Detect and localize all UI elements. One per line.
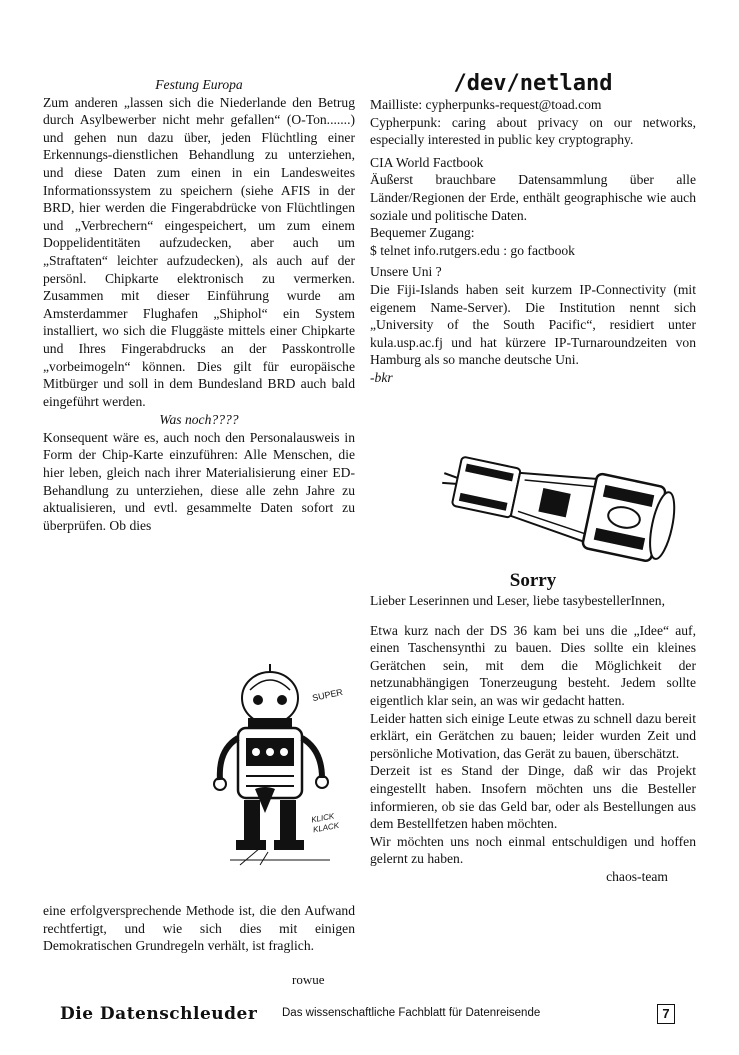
signature-bkr: -bkr (370, 369, 393, 385)
sorry-paragraph: Derzeit ist es Stand der Dinge, daß wir das Projekt eingestellt haben. Insofern möchten uns die Besteller informieren, ob sie das Geld bar, oder als Bestellungen aus dem Bestellfetzen haben möchten. (370, 763, 696, 832)
cia-text: Äußerst brauchbare Datensammlung über alle Länder/Regionen der Erde, enthält geographische wie auch soziale und politische Daten. (370, 172, 696, 223)
mail-list: Mailliste: cypherpunks-request@toad.com (370, 97, 602, 112)
tagline: Das wissenschaftliche Fachblatt für Datenreisende (282, 1007, 541, 1019)
left-column (43, 76, 355, 534)
uni-text: Die Fiji-Islands haben seit kurzem IP-Connectivity (mit eigenem Name-Server). Die Institution nennt sich „University of the South Pacific“, residiert unter kula.usp.ac.fj und hat kürzere IP-Turnaroundzeiten von Hamburg als so manche deutsche Uni. (370, 281, 696, 368)
left-column-bottom (43, 902, 355, 955)
sorry-title: Sorry (509, 570, 557, 591)
triangle-blob-icon (253, 785, 277, 815)
page-footer (0, 1004, 739, 1028)
sorry-paragraph: Etwa kurz nach der DS 36 kam bei uns die „Idee“ auf, einen Taschensynthi zu bauen. Dies sollte ein kleines Gerätchen sein, mit dem die Möglichkeit der netzunabhängigen Tonerzeugung besteht. Jedem sollte eigentlich klar sein, an was wir gedacht hatten. (370, 622, 696, 708)
robot-sign-text: SUPER (311, 686, 344, 704)
signature-rowue: rowue (292, 972, 325, 987)
device-illustration (440, 450, 700, 565)
page-number: 7 (657, 1004, 675, 1024)
masthead: Die Datenschleuder (60, 1004, 258, 1024)
article-paragraph: Konsequent wäre es, auch noch den Personalausweis in Form der Chip-Karte einzuführen: Alle Menschen, die hier leben, gleich nach ihrer Materialisierung einer ED-Behandlung zu unterziehen, diese alle zehn Jahre zu aktualisieren, und evtl. gesammelte Daten sofort zu überprüfen. Ob dies (43, 429, 355, 533)
sorry-paragraph: Leider hatten sich einige Leute etwas zu schnell dazu bereit erklärt, ein Gerätchen zu bauen; leider wurden Zeit und persönliche Motivation, das Gerät zu bauen, überschätzt. (370, 710, 696, 761)
access-command: $ telnet info.rutgers.edu : go factbook (370, 242, 575, 258)
sorry-paragraph: Wir möchten uns noch einmal entschuldigen und hoffen gelernt zu haben. (370, 833, 696, 867)
article-paragraph: eine erfolgversprechende Methode ist, die den Aufwand rechtfertigt, und wie sich dies mit einigen Demokratischen Grundregeln verhält, ist fraglich. (43, 903, 355, 954)
signature-chaos-team: chaos-team (606, 868, 668, 884)
dev-netland-title: /dev/netland (453, 71, 613, 96)
heading-was-noch: Was noch???? (159, 412, 239, 428)
cia-heading: CIA World Factbook (370, 154, 484, 170)
right-column (370, 71, 696, 387)
heading-festung-europa: Festung Europa (155, 77, 243, 92)
sorry-section (370, 570, 696, 886)
cypherpunk-text: Cypherpunk: caring about privacy on our networks, especially interested in public key cryptography. (370, 114, 696, 148)
robot-caption: KLICK KLACK (310, 811, 340, 835)
access-heading: Bequemer Zugang: (370, 225, 475, 241)
sorry-paragraph: Lieber Leserinnen und Leser, liebe tasybestellerInnen, (370, 593, 665, 608)
article-paragraph: Zum anderen „lassen sich die Niederlande den Betrug durch Asylbewerber nicht mehr gefallen“ (O-Ton.......) und gehen nun dazu über, jeden Flüchtling einer Erkennungs-dienstlichen Behandlung zu unterziehen, und diese Daten zum einen in ein Landesweites Informationssystem zu speichern (siehe AFIS in der BRD, hier werden die Fingerabdrücke von Flüchtlingen und „Verbrechern“ eingespeichert, um zum einem Doppelidentitäten aufzudecken, aber auch um „Straftaten“ leichter aufzudecken), als auch auf der persönl. Chipkarte elektronisch zu vermerken. Zusammen mit dieser Einführung wurde am Amsterdammer Flughafen „Shiphol“ ein System installiert, wo sich die Fluggäste mittels einer Chipkarte und Ihres Fingerabdrucks an der Passkontrolle „vorbeimogeln“ können. Dies gilt für europäische Mitbürger und soll in dem Bundesland BRD auch bald eingeführt werden. (43, 94, 355, 409)
uni-heading: Unsere Uni ? (370, 264, 442, 280)
